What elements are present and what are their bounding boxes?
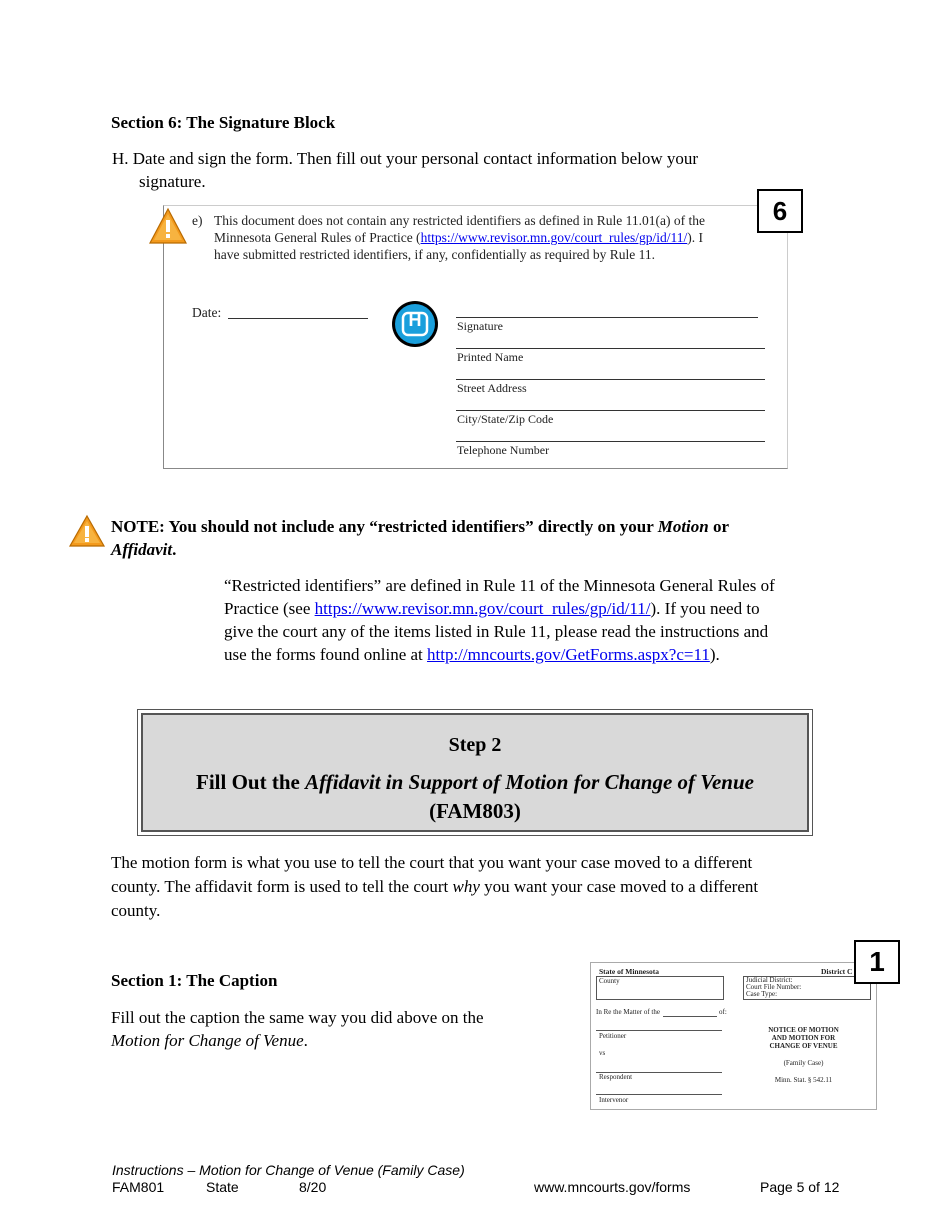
clause-line2-pre: Minnesota General Rules of Practice (: [214, 230, 421, 245]
intro-why: why: [452, 877, 480, 896]
note-heading-cont: [111, 538, 176, 561]
cap-notice-l1: NOTICE OF MOTION: [768, 1026, 839, 1034]
cap-petitioner: Petitioner: [599, 1032, 627, 1040]
item-text: Date and sign the form. Then fill out your personal contact information below your: [132, 149, 699, 168]
note-para-line4: [224, 643, 720, 666]
cap-state: State of Minnesota: [599, 967, 659, 976]
cap-notice-l2: AND MOTION FOR: [771, 1034, 836, 1042]
city-state-zip-line: [456, 410, 765, 411]
step2-inner: [141, 713, 809, 832]
cap-county: County: [599, 977, 620, 985]
cap-in-re-line: [663, 1016, 717, 1017]
cap-statute: Minn. Stat. § 542.11: [774, 1076, 833, 1084]
date-label: Date:: [192, 305, 222, 320]
footer-title: Instructions – Motion for Change of Venue (Family Case): [112, 1162, 465, 1178]
cap-petitioner-line: [596, 1030, 722, 1031]
footer-url: www.mncourts.gov/forms: [534, 1179, 691, 1195]
clause-line1: This document does not contain any restricted identifiers as defined in Rule 11.01(a) of the: [214, 213, 705, 228]
sig-label-street-address: Street Address: [457, 381, 527, 395]
note-para-l4-post: ).: [709, 645, 720, 664]
note-warning-icon: [68, 514, 106, 548]
cap-in-re: In Re the Matter of the: [596, 1008, 660, 1016]
clause-line2: [214, 229, 703, 247]
note-para-line1: “Restricted identifiers” are defined in Rule 11 of the Minnesota General Rules of: [224, 576, 775, 595]
footer-scope: State: [206, 1179, 239, 1195]
clause-rule11-link[interactable]: https://www.revisor.mn.gov/court_rules/gp/id/11/: [420, 230, 688, 245]
clause-label: e): [192, 213, 203, 228]
note-para-l4-pre: use the forms found online at: [224, 645, 428, 664]
warning-icon: [148, 207, 188, 245]
cap-intervenor-line: [596, 1094, 722, 1095]
cap-vs: vs: [599, 1049, 606, 1057]
section1-line2: [111, 1029, 308, 1052]
note-text: NOTE: You should not include any “restricted identifiers” directly on your: [111, 517, 658, 536]
intro-l2-pre: county. The affidavit form is used to tell the court: [111, 877, 453, 896]
section1-period: .: [303, 1031, 308, 1050]
item-h-text: [112, 147, 698, 170]
sig-label-telephone: Telephone Number: [457, 443, 550, 457]
cap-of: of:: [719, 1008, 727, 1016]
note-heading: [111, 515, 729, 538]
printed-name-line: [456, 348, 765, 349]
cap-district: District C: [821, 967, 853, 976]
cap-judicial: Judicial District:: [746, 976, 793, 984]
footer-page: Page 5 of 12: [760, 1179, 840, 1195]
street-address-line: [456, 379, 765, 380]
cap-family-case: (Family Case): [783, 1059, 824, 1067]
note-para-line2: [224, 597, 760, 620]
cap-file-number: Court File Number:: [746, 983, 802, 991]
note-para-line3: give the court any of the items listed in Rule 11, please read the instructions and: [224, 622, 769, 641]
section6-heading: Section 6: The Signature Block: [111, 113, 336, 132]
note-para-l2-pre: Practice (see: [224, 599, 315, 618]
section1-line1: Fill out the caption the same way you did above on the: [111, 1008, 484, 1027]
section1-form-name: Motion for Change of Venue: [111, 1031, 304, 1050]
note-affidavit: Affidavit: [111, 540, 173, 559]
step2-code: (FAM803): [429, 799, 521, 823]
footer-form-code: FAM801: [112, 1179, 165, 1195]
signature-line: [456, 317, 758, 318]
step2-box: [137, 709, 813, 836]
step2-subtitle: [143, 770, 807, 795]
clause-line2-post: ). I: [687, 230, 704, 245]
intro-line3: county.: [111, 901, 161, 920]
sig-label-city-state-zip: City/State/Zip Code: [457, 412, 554, 426]
intro-line2: [111, 875, 758, 898]
section1-badge: 1: [854, 940, 900, 984]
cap-respondent: Respondent: [599, 1073, 633, 1081]
item-h-text-cont: signature.: [139, 172, 206, 191]
cap-notice-l3: CHANGE OF VENUE: [769, 1042, 838, 1050]
signature-block-figure: [163, 205, 788, 469]
footer-date: 8/20: [299, 1179, 327, 1195]
item-letter: H.: [112, 149, 129, 168]
cap-case-type: Case Type:: [746, 990, 778, 998]
date-line: [228, 318, 368, 319]
sig-label-signature: Signature: [457, 319, 503, 333]
step2-subtitle-pre: Fill Out the: [196, 770, 306, 794]
rule11-link[interactable]: https://www.revisor.mn.gov/court_rules/gp/id/11/: [314, 599, 651, 618]
h-marker-letter: H: [408, 310, 422, 330]
intro-line1: The motion form is what you use to tell the court that you want your case moved to a different: [111, 853, 753, 872]
step2-title: Step 2: [448, 734, 502, 756]
caption-figure: [590, 962, 877, 1110]
note-para-l2-post: ). If you need to: [650, 599, 760, 618]
cap-intervenor: Intervenor: [599, 1096, 629, 1104]
sig-label-printed-name: Printed Name: [457, 350, 524, 364]
intro-l2-post: you want your case moved to a different: [479, 877, 759, 896]
section1-heading: Section 1: The Caption: [111, 971, 278, 990]
section6-badge: 6: [757, 189, 803, 233]
note-or: or: [708, 517, 730, 536]
telephone-line: [456, 441, 765, 442]
note-motion: Motion: [657, 517, 709, 536]
step2-form-name: Affidavit in Support of Motion for Change of Venue: [305, 770, 754, 794]
getforms-link[interactable]: http://mncourts.gov/GetForms.aspx?c=11: [427, 645, 710, 664]
clause-line3: have submitted restricted identifiers, if any, confidentially as required by Rule 11.: [214, 247, 655, 262]
note-period: .: [172, 540, 177, 559]
